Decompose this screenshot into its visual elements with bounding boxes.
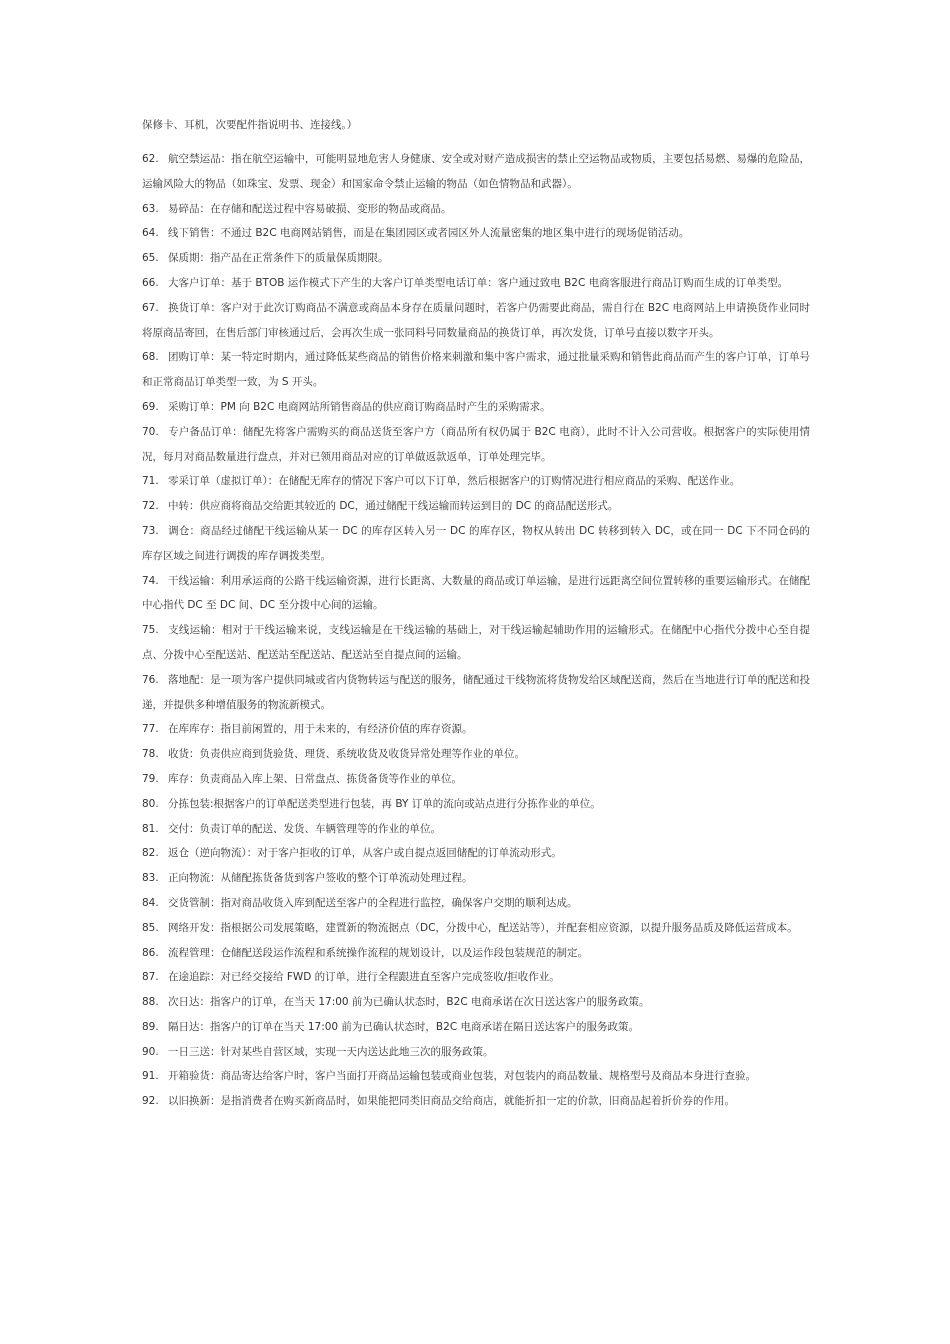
glossary-entry [142, 817, 810, 842]
entry-text: 采购订单：PM 向 B2C 电商网站所销售商品的供应商订购商品时产生的采购需求。 [168, 400, 551, 413]
glossary-entry [142, 197, 810, 222]
entry-number: 71. [142, 475, 159, 488]
glossary-entry [142, 742, 810, 767]
entry-number: 80. [142, 797, 159, 810]
glossary-entry [142, 1064, 810, 1089]
entry-text: 中转：供应商将商品交给距其较近的 DC，通过储配干线运输而转运到目的 DC 的商品配送形式。 [168, 500, 619, 513]
entry-text: 开箱验货：商品寄达给客户时，客户当面打开商品运输包装或商业包装，对包装内的商品数量、规格型号及商品本身进行查验。 [168, 1070, 756, 1083]
entry-text: 换货订单：客户对于此次订购商品不满意或商品本身存在质量问题时，若客户仍需要此商品，需自行在 B2C 电商网站上申请换货作业同时将原商品寄回，在售后部门审核通过后，会再次生成一张同料号同数量商品的换货订单，再次发货，订单号直接以数字开头。 [142, 301, 810, 339]
entry-text: 隔日达：指客户的订单在当天 17:00 前为已确认状态时，B2C 电商承诺在隔日送达客户的服务政策。 [168, 1020, 639, 1033]
entry-number: 65. [142, 252, 159, 265]
entry-text: 落地配：是一项为客户提供同城或省内货物转运与配送的服务，储配通过干线物流将货物发给区域配送商，然后在当地进行订单的配送和投递，并提供多种增值服务的物流新模式。 [142, 673, 810, 711]
glossary-entry [142, 792, 810, 817]
entry-number: 90. [142, 1045, 159, 1058]
entry-text: 网络开发：指根据公司发展策略，建置新的物流据点（DC，分拨中心，配送站等），并配套相应资源，以提升服务品质及降低运营成本。 [168, 921, 798, 934]
glossary-entry [142, 668, 810, 718]
entry-text: 团购订单：某一特定时期内，通过降低某些商品的销售价格来刺激和集中客户需求，通过批量采购和销售此商品而产生的客户订单，订单号和正常商品订单类型一致，为 S 开头。 [142, 351, 810, 389]
entry-number: 74. [142, 574, 159, 587]
entry-number: 78. [142, 748, 159, 761]
entry-text: 干线运输：利用承运商的公路干线运输资源，进行长距离、大数量的商品或订单运输，是进行远距离空间位置转移的重要运输形式。在储配中心指代 DC 至 DC 间、DC 至分拨中心间的运输。 [142, 574, 810, 612]
entry-number: 82. [142, 847, 159, 860]
glossary-entry [142, 345, 810, 395]
entry-text: 保质期：指产品在正常条件下的质量保质期限。 [168, 252, 389, 265]
glossary-entry [142, 221, 810, 246]
glossary-entry [142, 717, 810, 742]
entry-text: 在库库存：指目前闲置的，用于未来的，有经济价值的库存资源。 [168, 723, 473, 736]
document-page [142, 113, 810, 1114]
entry-text: 航空禁运品：指在航空运输中，可能明显地危害人身健康、安全或对财产造成损害的禁止空运物品或物质，主要包括易燃、易爆的危险品，运输风险大的物品（如珠宝、发票、现金）和国家命令禁止运输的物品（如色情物品和武器）。 [142, 153, 810, 190]
entry-number: 75. [142, 624, 159, 637]
entry-number: 86. [142, 946, 159, 959]
glossary-entry [142, 519, 810, 569]
entry-number: 63. [142, 202, 159, 215]
entry-text: 正向物流：从储配拣货备货到客户签收的整个订单流动处理过程。 [168, 872, 473, 885]
glossary-entry [142, 990, 810, 1015]
glossary-entry [142, 147, 810, 197]
entry-text: 分拣包装:根据客户的订单配送类型进行包装，再 BY 订单的流向或站点进行分拣作业的单位。 [168, 797, 601, 810]
glossary-entry [142, 569, 810, 619]
entry-number: 92. [142, 1095, 159, 1108]
entry-text: 大客户订单：基于 BTOB 运作模式下产生的大客户订单类型电话订单：客户通过致电 B2C 电商客服进行商品订购而生成的订单类型。 [168, 276, 789, 289]
glossary-entry [142, 965, 810, 990]
glossary-entry [142, 891, 810, 916]
entry-number: 69. [142, 400, 159, 413]
glossary-entry [142, 469, 810, 494]
entry-number: 83. [142, 872, 159, 885]
glossary-entry [142, 1040, 810, 1065]
entry-number: 68. [142, 351, 159, 364]
glossary-entry [142, 494, 810, 519]
entry-text: 返仓（逆向物流）：对于客户拒收的订单，从客户或自提点返回储配的订单流动形式。 [168, 847, 562, 860]
entry-text: 零采订单（虚拟订单）：在储配无库存的情况下客户可以下订单，然后根据客户的订购情况进行相应商品的采购、配送作业。 [168, 475, 741, 488]
entry-text: 以旧换新：是指消费者在购买新商品时，如果能把同类旧商品交给商店，就能折扣一定的价款，旧商品起着折价券的作用。 [168, 1095, 735, 1108]
glossary-entry [142, 618, 810, 668]
glossary-entry [142, 767, 810, 792]
entry-number: 84. [142, 896, 159, 909]
entry-number: 62. [142, 153, 159, 165]
glossary-entry [142, 866, 810, 891]
glossary-entry [142, 1015, 810, 1040]
glossary-entry [142, 841, 810, 866]
entry-number: 91. [142, 1070, 159, 1083]
glossary-entry [142, 1089, 810, 1114]
entry-text: 在途追踪：对已经交接给 FWD 的订单，进行全程跟进直至客户完成签收/拒收作业。 [168, 971, 560, 984]
entry-number: 67. [142, 301, 159, 314]
entry-number: 88. [142, 996, 159, 1009]
glossary-list [142, 147, 810, 1114]
entry-number: 79. [142, 772, 159, 785]
entry-number: 64. [142, 227, 159, 240]
glossary-entry [142, 420, 810, 470]
entry-text: 专户备品订单：储配先将客户需购买的商品送货至客户方（商品所有权仍属于 B2C 电商），此时不计入公司营收。根据客户的实际使用情况，每月对商品数量进行盘点，并对已领用商品对应的订单做返款返单，订单处理完毕。 [142, 425, 810, 463]
glossary-entry [142, 941, 810, 966]
entry-text: 次日达：指客户的订单，在当天 17:00 前为已确认状态时，B2C 电商承诺在次日送达客户的服务政策。 [168, 996, 650, 1009]
glossary-entry [142, 246, 810, 271]
entry-number: 89. [142, 1020, 159, 1033]
glossary-entry [142, 916, 810, 941]
entry-number: 85. [142, 921, 159, 934]
entry-number: 70. [142, 425, 159, 438]
glossary-entry [142, 271, 810, 296]
entry-text: 交货管制：指对商品收货入库到配送至客户的全程进行监控，确保客户交期的顺利达成。 [168, 896, 578, 909]
entry-text: 一日三送：针对某些自营区域，实现一天内送达此地三次的服务政策。 [168, 1045, 494, 1058]
entry-text: 调仓：商品经过储配干线运输从某一 DC 的库存区转入另一 DC 的库存区，物权从转出 DC 转移到转入 DC，或在同一 DC 下不同仓码的库存区域之间进行调拨的库存调拨类型。 [142, 524, 810, 562]
entry-number: 87. [142, 971, 159, 984]
entry-text: 支线运输：相对于干线运输来说，支线运输是在干线运输的基础上，对干线运输起辅助作用的运输形式。在储配中心指代分拨中心至自提点、分拨中心至配送站、配送站至配送站、配送站至自提点间的运输。 [142, 624, 810, 661]
entry-text: 易碎品：在存储和配送过程中容易破损、变形的物品或商品。 [168, 202, 452, 215]
entry-number: 77. [142, 723, 159, 736]
entry-text: 交付：负责订单的配送、发货、车辆管理等的作业的单位。 [168, 822, 441, 835]
glossary-entry [142, 296, 810, 346]
entry-text: 收货：负责供应商到货验货、理货、系统收货及收货异常处理等作业的单位。 [168, 748, 525, 761]
entry-text: 流程管理：仓储配送段运作流程和系统操作流程的规划设计，以及运作段包装规范的制定。 [168, 946, 588, 959]
continued-text: 保修卡、耳机，次要配件指说明书、连接线。） [142, 119, 358, 131]
entry-text: 线下销售：不通过 B2C 电商网站销售，而是在集团园区或者园区外人流量密集的地区集中进行的现场促销活动。 [168, 227, 690, 240]
entry-number: 72. [142, 500, 159, 513]
entry-number: 81. [142, 822, 159, 835]
entry-number: 76. [142, 673, 159, 686]
entry-text: 库存：负责商品入库上架、日常盘点、拣货备货等作业的单位。 [168, 772, 462, 785]
glossary-entry [142, 395, 810, 420]
entry-number: 73. [142, 524, 159, 537]
entry-number: 66. [142, 276, 159, 289]
